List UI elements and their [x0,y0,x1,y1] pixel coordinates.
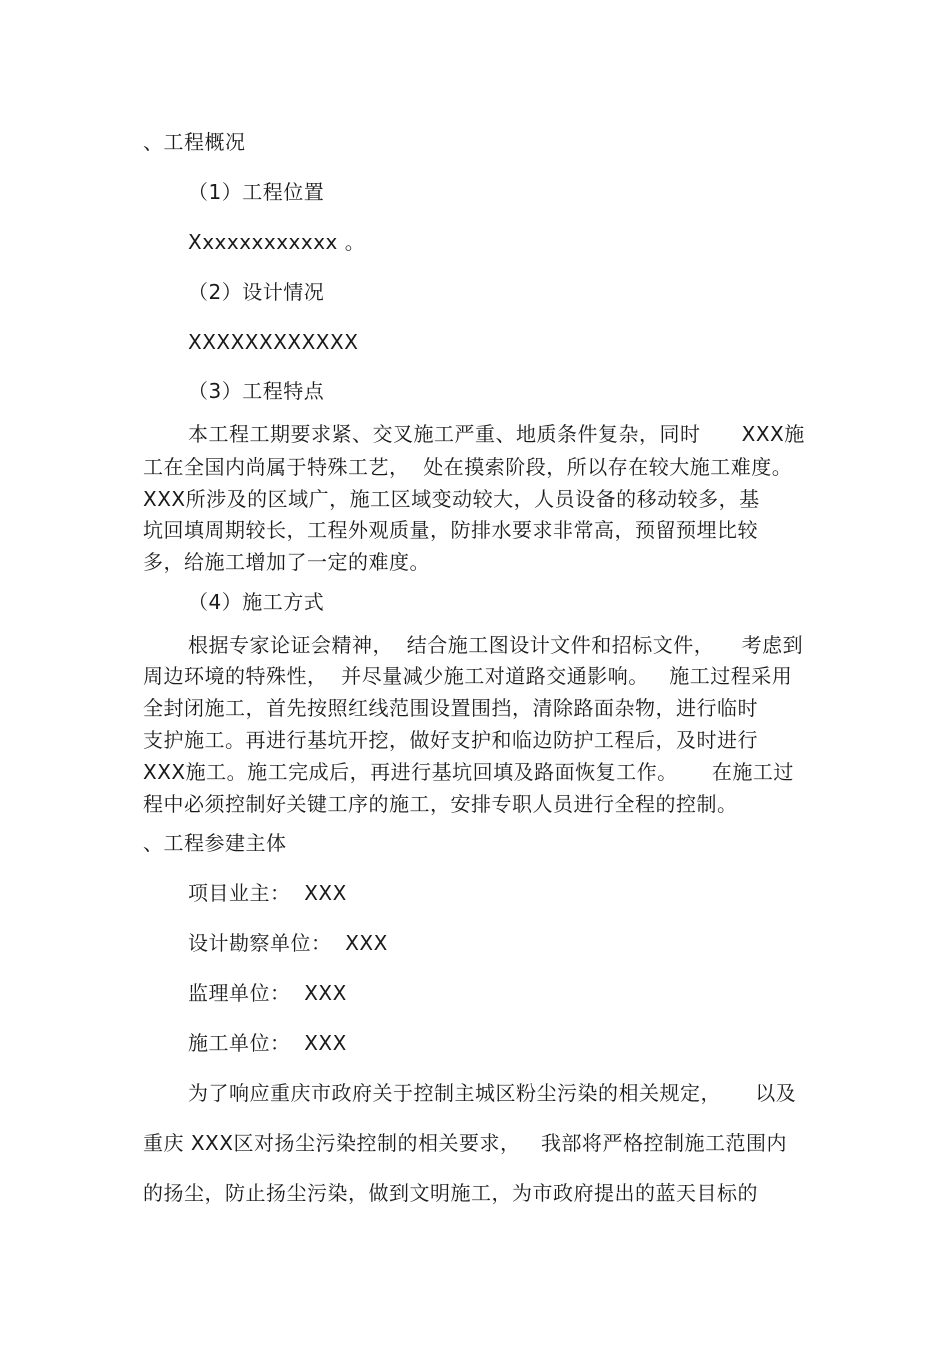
participant-contractor: 施工单位： XXX [188,1031,347,1055]
method-paragraph-line: 支护施工。再进行基坑开挖，做好支护和临边防护工程后，及时进行 [143,728,758,752]
subheading-project-location: （1）工程位置 [188,180,325,204]
section-heading-project-overview: 、工程概况 [143,130,246,154]
features-paragraph-line: 多，给施工增加了一定的难度。 [143,550,430,574]
method-paragraph-line: 根据专家论证会精神， 结合施工图设计文件和招标文件， 考虑到 [188,633,804,657]
features-paragraph-line: XXX所涉及的区域广，施工区域变动较大，人员设备的移动较多，基 [143,487,760,511]
closing-paragraph-line: 重庆 XXX区对扬尘污染控制的相关要求， 我部将严格控制施工范围内 [143,1131,788,1155]
project-location-text: Xxxxxxxxxxxx 。 [188,230,366,254]
subheading-design-status: （2）设计情况 [188,280,325,304]
section-heading-participants: 、工程参建主体 [143,831,287,855]
method-paragraph-line: XXX施工。施工完成后，再进行基坑回填及路面恢复工作。 在施工过 [143,760,794,784]
participant-supervision: 监理单位： XXX [188,981,347,1005]
closing-paragraph-line: 的扬尘，防止扬尘污染，做到文明施工，为市政府提出的蓝天目标的 [143,1181,758,1205]
features-paragraph-line: 坑回填周期较长，工程外观质量，防排水要求非常高，预留预埋比较 [143,518,758,542]
participant-design-survey: 设计勘察单位： XXX [188,931,388,955]
closing-paragraph-line: 为了响应重庆市政府关于控制主城区粉尘污染的相关规定， 以及 [188,1081,797,1105]
method-paragraph-line: 程中必须控制好关键工序的施工，安排专职人员进行全程的控制。 [143,792,738,816]
participant-owner: 项目业主： XXX [188,881,347,905]
features-paragraph-line: 工在全国内尚属于特殊工艺， 处在摸索阶段，所以存在较大施工难度。 [143,455,793,479]
subheading-construction-method: （4）施工方式 [188,590,325,614]
design-status-text: XXXXXXXXXXXX [188,330,359,354]
features-paragraph-line: 本工程工期要求紧、交叉施工严重、地质条件复杂，同时 XXX施 [188,422,805,446]
method-paragraph-line: 周边环境的特殊性， 并尽量减少施工对道路交通影响。 施工过程采用 [143,664,793,688]
subheading-project-features: （3）工程特点 [188,379,325,403]
method-paragraph-line: 全封闭施工，首先按照红线范围设置围挡，清除路面杂物，进行临时 [143,696,758,720]
